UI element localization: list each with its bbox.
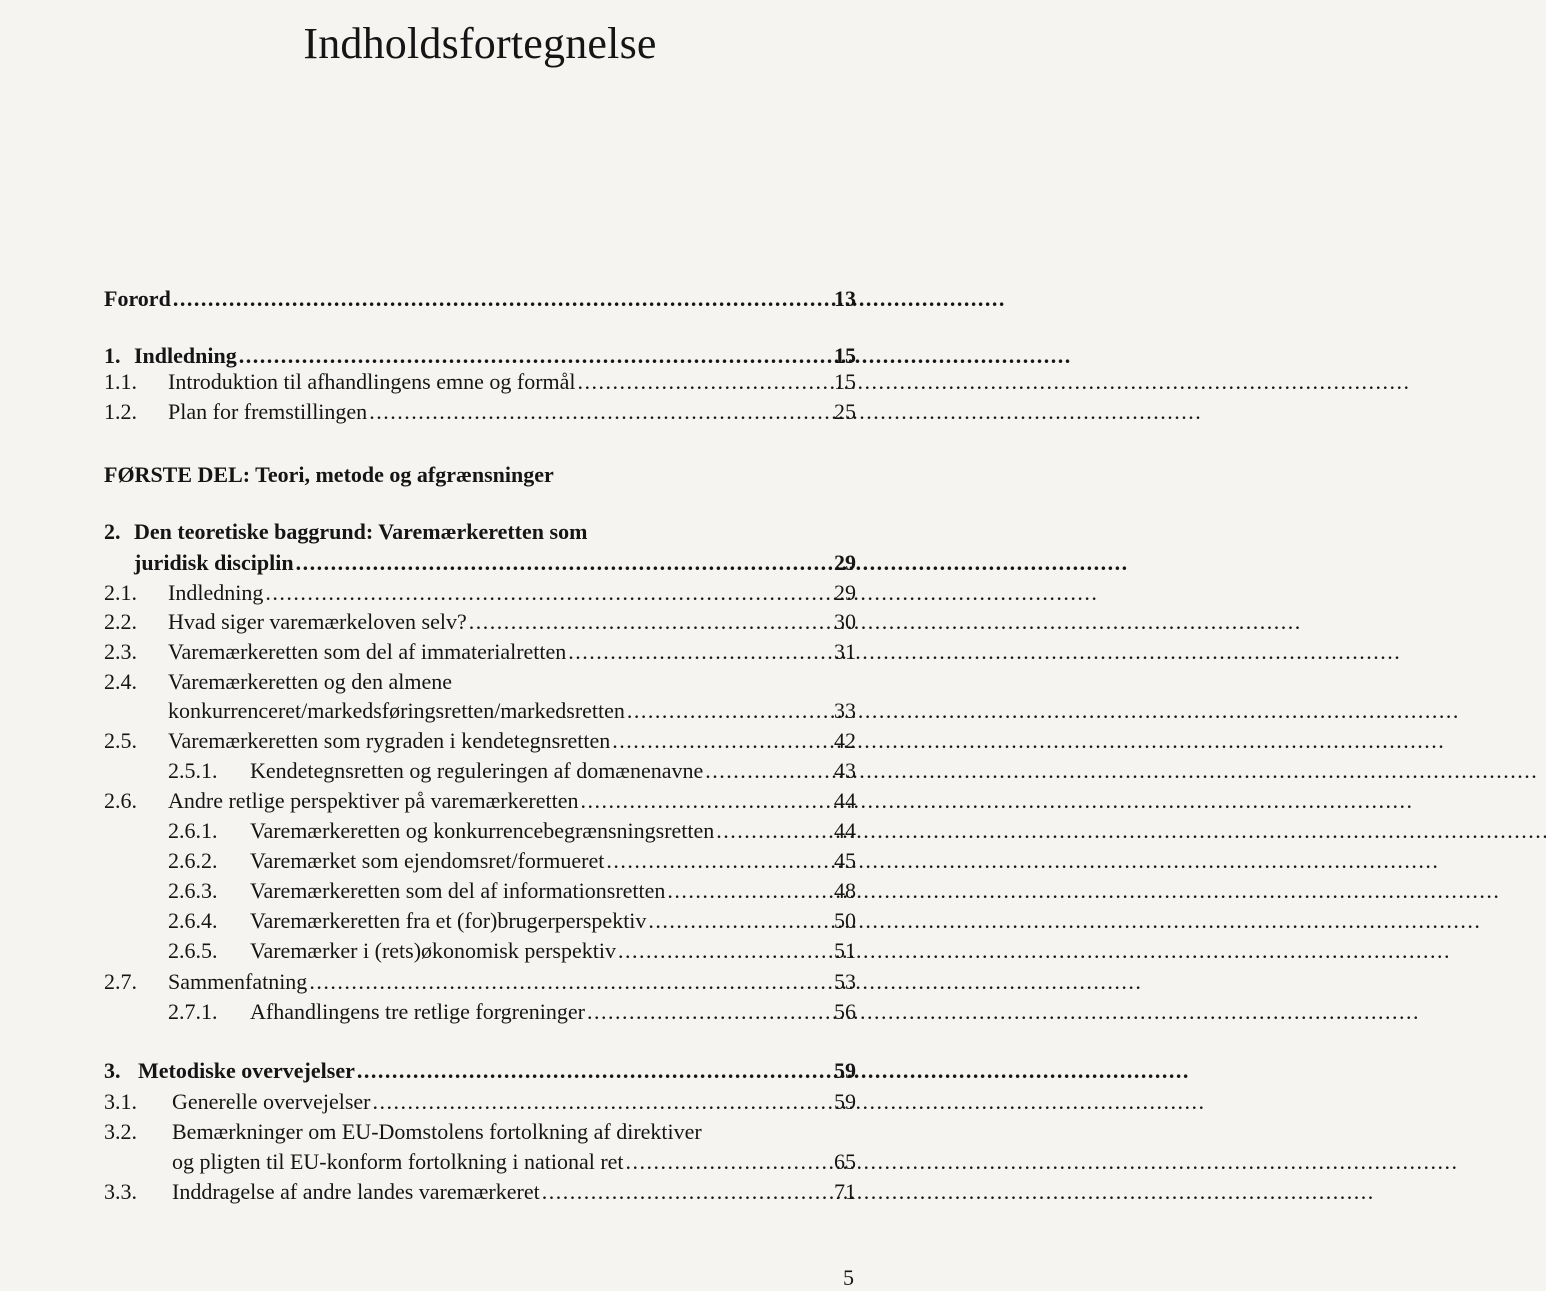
toc-entry-page: 15 xyxy=(834,343,856,368)
toc-entry[interactable] xyxy=(104,285,856,313)
toc-leader-dots xyxy=(239,342,800,370)
toc-entry-title: Indledning xyxy=(134,343,237,368)
toc-entry-number: 2.6.4. xyxy=(168,908,218,933)
toc-entry-number: 3.2. xyxy=(104,1119,137,1144)
toc-entry-page: 45 xyxy=(834,848,856,873)
toc-entry-page: 30 xyxy=(834,609,856,634)
toc-entry[interactable] xyxy=(104,398,856,426)
toc-entry-title: Varemærkeretten som del af informationsretten xyxy=(250,878,666,903)
toc-entry-title: Plan for fremstillingen xyxy=(168,399,368,424)
toc-leader-dots xyxy=(578,368,800,396)
toc-leader-dots xyxy=(587,998,800,1026)
toc-entry[interactable] xyxy=(104,518,856,546)
toc-leader-dots xyxy=(648,907,800,935)
toc-entry-title: Introduktion til afhandlingens emne og formål xyxy=(168,369,576,394)
toc-entry[interactable] xyxy=(104,342,856,370)
toc-leader-dots xyxy=(568,638,800,666)
toc-entry-page: 53 xyxy=(834,969,856,994)
toc-entry-page: 31 xyxy=(834,639,856,664)
toc-entry[interactable] xyxy=(104,817,856,845)
toc-entry-page: 51 xyxy=(834,938,856,963)
toc-entry[interactable] xyxy=(104,1118,856,1146)
toc-leader-dots xyxy=(627,697,800,725)
toc-entry-number: 1.2. xyxy=(104,399,137,424)
toc-entry-number: 2.3. xyxy=(104,639,137,664)
page-number: 5 xyxy=(843,1265,854,1290)
toc-entry-title: og pligten til EU-konform fortolkning i national ret xyxy=(172,1149,624,1174)
toc-leader-dots xyxy=(469,608,800,636)
toc-entry-title: juridisk disciplin xyxy=(134,550,294,575)
toc-entry[interactable] xyxy=(104,907,856,935)
toc-entry-page: 25 xyxy=(834,399,856,424)
toc-entry-title: Varemærkeretten og den almene xyxy=(168,669,453,694)
toc-entry[interactable] xyxy=(104,877,856,905)
toc-entry-page: 71 xyxy=(834,1179,856,1204)
toc-leader-dots xyxy=(667,877,800,905)
toc-entry[interactable] xyxy=(104,638,856,666)
toc-entry-number: 2.6.5. xyxy=(168,938,218,963)
toc-entry-number: 2.5. xyxy=(104,728,137,753)
toc-entry[interactable] xyxy=(104,549,856,577)
toc-entry-number: 3.1. xyxy=(104,1089,137,1114)
toc-entry-page: 50 xyxy=(834,908,856,933)
toc-entry-title: Afhandlingens tre retlige forgreninger xyxy=(250,999,585,1024)
toc-entry-title: Varemærkeretten og konkurrencebegrænsningsretten xyxy=(250,818,715,843)
toc-entry-number: 2.7.1. xyxy=(168,999,218,1024)
toc-entry-title: Inddragelse af andre landes varemærkeret xyxy=(172,1179,540,1204)
toc-entry-page: 13 xyxy=(834,286,856,311)
toc-entry-number: 2.6.1. xyxy=(168,818,218,843)
toc-entry-title: Generelle overvejelser xyxy=(172,1089,371,1114)
toc-entry[interactable] xyxy=(104,579,856,607)
toc-entry[interactable] xyxy=(104,668,856,696)
toc-leader-dots xyxy=(705,757,800,785)
toc-entry[interactable] xyxy=(104,727,856,755)
toc-entry-title: Hvad siger varemærkeloven selv? xyxy=(168,609,467,634)
toc-entry[interactable] xyxy=(104,1148,856,1176)
toc-entry-title: Varemærkeretten fra et (for)brugerperspektiv xyxy=(250,908,647,933)
toc-entry-number: 2.4. xyxy=(104,669,137,694)
toc-leader-dots xyxy=(618,937,800,965)
toc-entry-page: 44 xyxy=(834,818,856,843)
toc-entry-title: Indledning xyxy=(168,580,264,605)
toc-entry[interactable] xyxy=(104,608,856,636)
toc-entry[interactable] xyxy=(104,787,856,815)
toc-entry-number: 1.1. xyxy=(104,369,137,394)
toc-entry[interactable] xyxy=(104,937,856,965)
toc-entry-page: 59 xyxy=(834,1058,856,1083)
toc-entry-page: 44 xyxy=(834,788,856,813)
toc-entry[interactable] xyxy=(104,1088,856,1116)
toc-entry-page: 56 xyxy=(834,999,856,1024)
toc-leader-dots xyxy=(296,549,800,577)
toc-leader-dots xyxy=(265,579,800,607)
toc-entry-number: 3. xyxy=(104,1058,121,1083)
toc-leader-dots xyxy=(580,787,800,815)
toc-entry-title: Forord xyxy=(104,286,171,311)
toc-entry[interactable] xyxy=(104,757,856,785)
toc-entry-number: 2. xyxy=(104,519,121,544)
toc-entry[interactable] xyxy=(104,697,856,725)
toc-entry[interactable] xyxy=(104,847,856,875)
toc-leader-dots xyxy=(357,1057,800,1085)
toc-entry-title: Bemærkninger om EU-Domstolens fortolkning af direktiver xyxy=(172,1119,702,1144)
toc-entry-page: 59 xyxy=(834,1089,856,1114)
toc-leader-dots xyxy=(369,398,800,426)
toc-leader-dots xyxy=(606,847,800,875)
toc-entry-number: 2.7. xyxy=(104,969,137,994)
toc-entry-number: 1. xyxy=(104,343,121,368)
toc-entry-title: Kendetegnsretten og reguleringen af domænenavne xyxy=(250,758,704,783)
toc-entry-page: 15 xyxy=(834,369,856,394)
toc-entry-title: Den teoretiske baggrund: Varemærkeretten som xyxy=(134,519,588,544)
toc-entry-page: 42 xyxy=(834,728,856,753)
toc-entry[interactable] xyxy=(104,998,856,1026)
toc-entry-number: 2.6.2. xyxy=(168,848,218,873)
toc-leader-dots xyxy=(309,968,800,996)
toc-entry-page: 48 xyxy=(834,878,856,903)
toc-entry-number: 2.6. xyxy=(104,788,137,813)
toc-entry-number: 2.6.3. xyxy=(168,878,218,903)
toc-entry-title: Metodiske overvejelser xyxy=(138,1058,355,1083)
toc-entry-title: Andre retlige perspektiver på varemærkeretten xyxy=(168,788,579,813)
toc-entry[interactable] xyxy=(104,461,856,489)
toc-entry-page: 43 xyxy=(834,758,856,783)
toc-entry-number: 2.2. xyxy=(104,609,137,634)
toc-leader-dots xyxy=(173,285,800,313)
toc-entry-number: 3.3. xyxy=(104,1179,137,1204)
toc-entry-number: 2.1. xyxy=(104,580,137,605)
toc-leader-dots xyxy=(542,1178,800,1206)
toc-leader-dots xyxy=(612,727,800,755)
page-title: Indholdsfortegnelse xyxy=(303,19,657,68)
toc-entry-page: 29 xyxy=(834,580,856,605)
toc-entry-title: Varemærket som ejendomsret/formueret xyxy=(250,848,605,873)
toc-entry-title: Varemærkeretten som del af immaterialretten xyxy=(168,639,567,664)
toc-leader-dots xyxy=(716,817,800,845)
toc-leader-dots xyxy=(626,1148,800,1176)
toc-entry-title: Sammenfatning xyxy=(168,969,308,994)
toc-entry-title: konkurrenceret/markedsføringsretten/markedsretten xyxy=(168,698,625,723)
toc-entry-title: Varemærker i (rets)økonomisk perspektiv xyxy=(250,938,616,963)
toc-entry[interactable] xyxy=(104,1178,856,1206)
toc-entry-page: 33 xyxy=(834,698,856,723)
toc-entry-number: 2.5.1. xyxy=(168,758,218,783)
toc-leader-dots xyxy=(373,1088,801,1116)
toc-entry[interactable] xyxy=(104,1057,856,1085)
toc-entry[interactable] xyxy=(104,368,856,396)
toc-entry-title: FØRSTE DEL: Teori, metode og afgrænsninger xyxy=(104,462,554,487)
toc-entry-page: 29 xyxy=(834,550,856,575)
toc-entry-page: 65 xyxy=(834,1149,856,1174)
toc-entry-title: Varemærkeretten som rygraden i kendetegnsretten xyxy=(168,728,611,753)
toc-entry[interactable] xyxy=(104,968,856,996)
